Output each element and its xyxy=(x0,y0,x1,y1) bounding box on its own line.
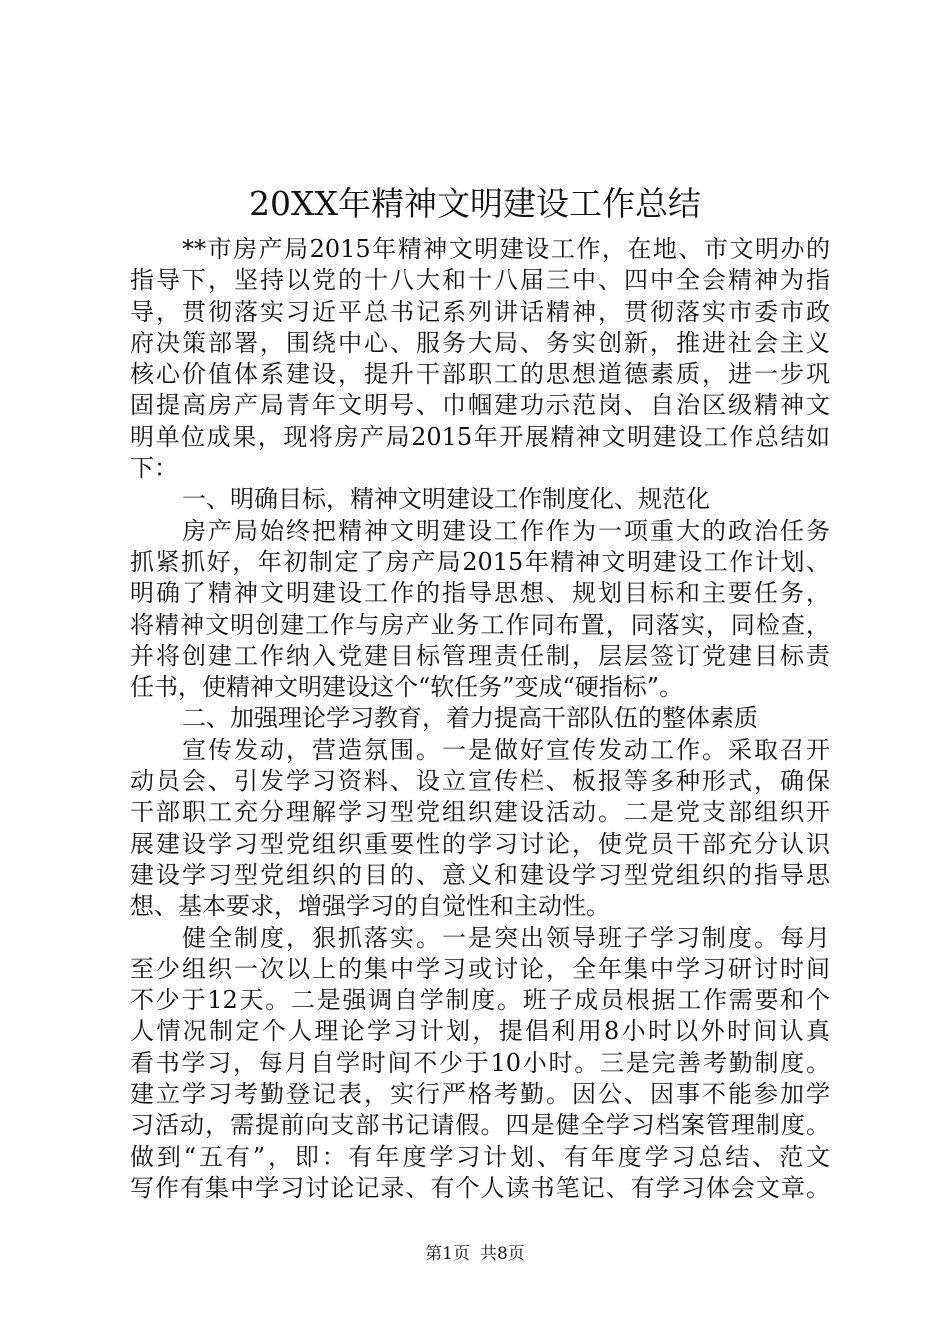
page-total: 共8页 xyxy=(480,1244,525,1264)
body-text-line: 建立学习考勤登记表，实行严格考勤。因公、因事不能参加学 xyxy=(130,1080,830,1109)
body-text-line: 固提高房产局青年文明号、巾帼建功示范岗、自治区级精神文 xyxy=(130,391,830,420)
page-footer xyxy=(0,1242,950,1266)
body-text-line: 写作有集中学习讨论记录、有个人读书笔记、有学习体会文章。 xyxy=(130,1173,830,1202)
body-text-line: 干部职工充分理解学习型党组织建设活动。二是党支部组织开 xyxy=(130,798,830,827)
body-text-line: 习活动，需提前向支部书记请假。四是健全学习档案管理制度。 xyxy=(130,1111,830,1140)
body-text-line: 建设学习型党组织的目的、意义和建设学习型党组织的指导思 xyxy=(130,860,830,889)
body-text-line: 至少组织一次以上的集中学习或讨论，全年集中学习研讨时间 xyxy=(130,954,830,983)
body-text-line: 一、明确目标，精神文明建设工作制度化、规范化 xyxy=(182,485,710,514)
body-text-line: 抓紧抓好，年初制定了房产局2015年精神文明建设工作计划、 xyxy=(130,547,830,576)
body-text-line: 导，贯彻落实习近平总书记系列讲话精神，贯彻落实市委市政 xyxy=(130,297,830,326)
body-text-line: 动员会、引发学习资料、设立宣传栏、板报等多种形式，确保 xyxy=(130,767,830,796)
body-text-line: 将精神文明创建工作与房产业务工作同布置，同落实，同检查， xyxy=(130,610,830,639)
document-body xyxy=(130,234,830,1204)
body-text-line: 明确了精神文明建设工作的指导思想、规划目标和主要任务， xyxy=(130,579,830,608)
body-text-line: 府决策部署，围绕中心、服务大局、务实创新，推进社会主义 xyxy=(130,328,830,357)
body-text-line: 任书，使精神文明建设这个“软任务”变成“硬指标”。 xyxy=(130,673,684,702)
page-number: 第1页 xyxy=(425,1244,470,1264)
body-text-line: **市房产局2015年精神文明建设工作，在地、市文明办的 xyxy=(182,235,830,263)
body-text-line: 展建设学习型党组织重要性的学习讨论，使党员干部充分认识 xyxy=(130,829,830,858)
body-text-line: 房产局始终把精神文明建设工作作为一项重大的政治任务 xyxy=(182,516,830,545)
body-text-line: 看书学习，每月自学时间不少于10小时。三是完善考勤制度。 xyxy=(130,1048,830,1077)
body-text-line: 核心价值体系建设，提升干部职工的思想道德素质，进一步巩 xyxy=(130,360,830,389)
body-text-line: 并将创建工作纳入党建目标管理责任制，层层签订党建目标责 xyxy=(130,641,830,670)
body-text-line: 宣传发动，营造氛围。一是做好宣传发动工作。采取召开 xyxy=(182,735,830,764)
document-title: 20XX年精神文明建设工作总结 xyxy=(249,184,701,223)
body-text-line: 指导下，坚持以党的十八大和十八届三中、四中全会精神为指 xyxy=(130,266,830,295)
body-text-line: 明单位成果，现将房产局2015年开展精神文明建设工作总结如 xyxy=(130,422,830,451)
body-text-line: 健全制度，狠抓落实。一是突出领导班子学习制度。每月 xyxy=(182,923,830,952)
body-text-line: 下： xyxy=(130,454,178,483)
body-text-line: 不少于12天。二是强调自学制度。班子成员根据工作需要和个 xyxy=(130,986,830,1015)
body-text-line: 人情况制定个人理论学习计划，提倡利用8小时以外时间认真 xyxy=(130,1017,830,1046)
body-text-line: 想、基本要求，增强学习的自觉性和主动性。 xyxy=(130,892,610,921)
body-text-line: 二、加强理论学习教育，着力提高干部队伍的整体素质 xyxy=(182,704,758,733)
body-text-line: 做到“五有”，即：有年度学习计划、有年度学习总结、范文 xyxy=(130,1142,830,1171)
